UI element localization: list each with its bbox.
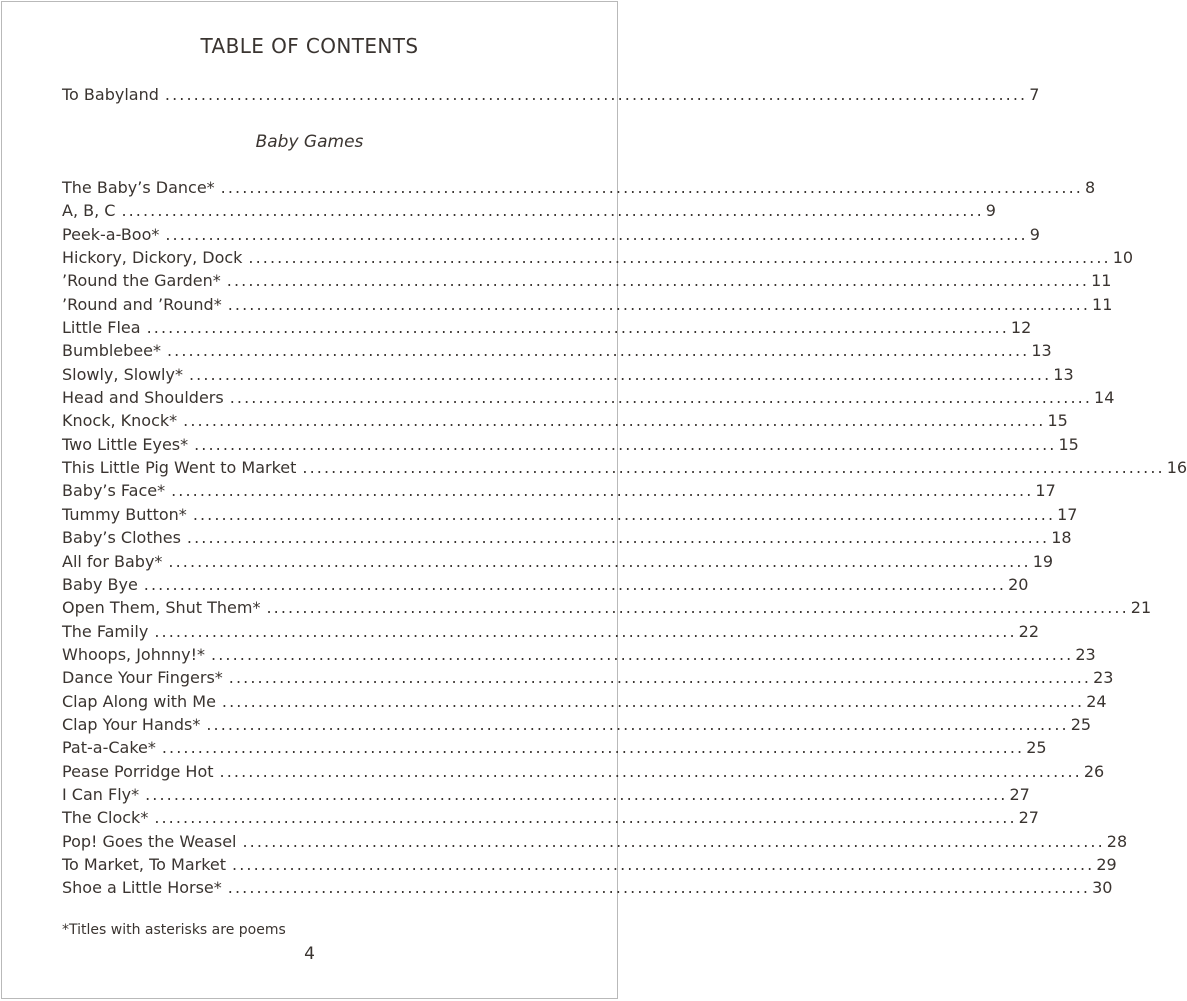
- toc-entry: [62, 573, 1029, 596]
- toc-entry-page: 9: [985, 201, 996, 221]
- toc-entry-title: The Clock*: [62, 808, 149, 828]
- dot-leader: ........................................................................................................................: [248, 248, 1111, 268]
- toc-entry: [62, 760, 1105, 783]
- dot-leader: ........................................................................................................................: [121, 201, 984, 221]
- dot-leader: ........................................................................................................................: [168, 551, 1031, 571]
- toc-entry: [62, 269, 1112, 292]
- toc-entry: [62, 690, 1107, 713]
- toc-entry-page: 30: [1092, 878, 1113, 898]
- toc-entry-title: Baby Bye: [62, 574, 138, 594]
- toc-entry-title: Head and Shoulders: [62, 388, 224, 408]
- toc-entry-page: 13: [1053, 364, 1074, 384]
- toc-entry-page: 24: [1086, 691, 1107, 711]
- toc-entry: [62, 339, 1052, 362]
- dot-leader: ........................................................................................................................: [226, 271, 1090, 291]
- dot-leader: ........................................................................................................................: [194, 434, 1057, 454]
- toc-entry-title: Tummy Button*: [62, 504, 187, 524]
- dot-leader: ........................................................................................................................: [146, 318, 1009, 338]
- toc-entry-title: The Baby’s Dance*: [62, 178, 215, 197]
- toc-row: [62, 83, 1040, 106]
- dot-leader: ........................................................................................................................: [227, 294, 1091, 314]
- dot-leader: ........................................................................................................................: [266, 598, 1129, 618]
- toc-entry-title: The Family: [62, 621, 149, 641]
- dot-leader: ........................................................................................................................: [154, 621, 1017, 641]
- toc-entry-title: Pease Porridge Hot: [62, 761, 214, 781]
- toc-entry-page: 23: [1093, 668, 1114, 688]
- toc-entry-title: ’Round the Garden*: [62, 271, 221, 291]
- toc-entry-title: I Can Fly*: [62, 784, 140, 804]
- toc-entry-page: 18: [1051, 528, 1072, 548]
- toc-entry-title: To Babyland: [62, 85, 159, 104]
- toc-entry: [62, 643, 1096, 666]
- dot-leader: ........................................................................................................................: [145, 784, 1008, 804]
- toc-entry: [62, 246, 1134, 269]
- dot-leader: ........................................................................................................................: [221, 691, 1085, 711]
- toc-entry-page: 15: [1047, 411, 1068, 431]
- toc-entry-page: 17: [1035, 481, 1056, 501]
- toc-entry: [62, 736, 1047, 759]
- dot-leader: ........................................................................................................................: [161, 738, 1025, 758]
- dot-leader: ........................................................................................................................: [232, 854, 1095, 874]
- toc-entry-page: 28: [1106, 831, 1128, 851]
- toc-entry-title: Whoops, Johnny!*: [62, 644, 206, 664]
- toc-entry-title: Shoe a Little Horse*: [62, 878, 222, 898]
- toc-entry: [62, 223, 1040, 246]
- toc-entry-title: Clap Along with Me: [62, 691, 216, 711]
- toc-entry-page: 12: [1010, 318, 1032, 338]
- dot-leader: ........................................................................................................................: [165, 224, 1028, 244]
- toc-entry: [62, 713, 1092, 736]
- toc-entry-page: 23: [1075, 644, 1096, 664]
- dot-leader: ........................................................................................................................: [164, 85, 1028, 104]
- toc-entry-page: 17: [1057, 504, 1078, 524]
- toc-entry-page: 14: [1094, 388, 1115, 408]
- toc-entry-page: 13: [1031, 341, 1052, 361]
- toc-entry-page: 19: [1032, 551, 1054, 571]
- toc-entry: [62, 503, 1078, 526]
- toc-entry: [62, 386, 1115, 409]
- dot-leader: ........................................................................................................................: [154, 808, 1017, 828]
- dot-leader: ........................................................................................................................: [302, 458, 1165, 478]
- toc-entry-page: 16: [1166, 458, 1187, 478]
- toc-entry-title: Pop! Goes the Weasel: [62, 831, 237, 851]
- toc-intro-entry: [62, 83, 1040, 106]
- toc-entry-title: A, B, C: [62, 201, 116, 221]
- toc-entry-page: 29: [1096, 854, 1117, 874]
- toc-entry: [62, 806, 1039, 829]
- page-title: TABLE OF CONTENTS: [200, 34, 419, 58]
- dot-leader: ........................................................................................................................: [242, 831, 1105, 851]
- toc-entry-page: 11: [1091, 271, 1112, 291]
- dot-leader: ........................................................................................................................: [143, 574, 1007, 594]
- toc-entry-title: Pat-a-Cake*: [62, 738, 156, 758]
- toc-entry-page: 8: [1084, 178, 1096, 197]
- toc-entry-page: 7: [1029, 85, 1040, 104]
- toc-entry-title: Baby’s Clothes: [62, 528, 181, 548]
- toc-entry: [62, 363, 1074, 386]
- dot-leader: ........................................................................................................................: [228, 668, 1092, 688]
- toc-entry-title: Hickory, Dickory, Dock: [62, 248, 243, 268]
- toc-entry: [62, 526, 1072, 549]
- toc-entry-title: Bumblebee*: [62, 341, 161, 361]
- toc-entry-title: This Little Pig Went to Market: [62, 458, 297, 478]
- toc-entry: [62, 456, 1187, 479]
- toc-entries: [62, 176, 1187, 900]
- dot-leader: ........................................................................................................................: [220, 178, 1083, 197]
- dot-leader: ........................................................................................................................: [219, 761, 1082, 781]
- toc-entry-page: 27: [1018, 808, 1039, 828]
- toc-entry-page: 20: [1008, 574, 1029, 594]
- toc-entry: [62, 830, 1128, 853]
- toc-entry: [62, 409, 1068, 432]
- section-heading: Baby Games: [255, 132, 364, 152]
- dot-leader: ........................................................................................................................: [167, 341, 1030, 361]
- toc-entry: [62, 199, 996, 222]
- toc-entry-title: All for Baby*: [62, 551, 163, 571]
- toc-entry: [62, 550, 1054, 573]
- toc-entry-title: Peek-a-Boo*: [62, 224, 160, 244]
- toc-entry-page: 9: [1029, 224, 1040, 244]
- toc-entry-title: Two Little Eyes*: [62, 434, 189, 454]
- toc-entry-page: 22: [1018, 621, 1039, 641]
- toc-entry-page: 25: [1070, 714, 1092, 734]
- toc-entry-title: To Market, To Market: [62, 854, 227, 874]
- toc-entry-title: Little Flea: [62, 318, 141, 338]
- toc-entry-title: Baby’s Face*: [62, 481, 166, 501]
- dot-leader: ........................................................................................................................: [171, 481, 1034, 501]
- toc-entry: [62, 596, 1152, 619]
- toc-entry-page: 25: [1026, 738, 1047, 758]
- footnote: *Titles with asterisks are poems: [62, 922, 286, 938]
- toc-entry: [62, 620, 1039, 643]
- dot-leader: ........................................................................................................................: [186, 528, 1050, 548]
- dot-leader: ........................................................................................................................: [206, 714, 1069, 734]
- dot-leader: ........................................................................................................................: [183, 411, 1046, 431]
- toc-entry: [62, 876, 1113, 899]
- toc-entry-page: 10: [1112, 248, 1134, 268]
- toc-entry-title: Open Them, Shut Them*: [62, 598, 261, 618]
- toc-entry-title: Knock, Knock*: [62, 411, 178, 431]
- toc-entry: [62, 176, 1096, 199]
- toc-entry: [62, 783, 1030, 806]
- toc-entry-page: 26: [1083, 761, 1105, 781]
- toc-entry-page: 27: [1009, 784, 1030, 804]
- dot-leader: ........................................................................................................................: [227, 878, 1091, 898]
- book-page: [1, 1, 1187, 999]
- dot-leader: ........................................................................................................................: [229, 388, 1093, 408]
- dot-leader: ........................................................................................................................: [188, 364, 1052, 384]
- toc-entry: [62, 433, 1079, 456]
- toc-entry-title: ’Round and ’Round*: [62, 294, 222, 314]
- dot-leader: ........................................................................................................................: [192, 504, 1056, 524]
- toc-entry-title: Dance Your Fingers*: [62, 668, 223, 688]
- toc-entry-title: Clap Your Hands*: [62, 714, 201, 734]
- toc-entry-page: 15: [1058, 434, 1079, 454]
- toc-entry-page: 11: [1092, 294, 1113, 314]
- toc-entry: [62, 853, 1117, 876]
- dot-leader: ........................................................................................................................: [211, 644, 1074, 664]
- toc-entry: [62, 293, 1113, 316]
- toc-entry-title: Slowly, Slowly*: [62, 364, 183, 384]
- toc-entry: [62, 316, 1032, 339]
- toc-entry: [62, 666, 1114, 689]
- toc-entry-page: 21: [1130, 598, 1152, 618]
- page-number: 4: [304, 944, 315, 964]
- toc-entry: [62, 479, 1056, 502]
